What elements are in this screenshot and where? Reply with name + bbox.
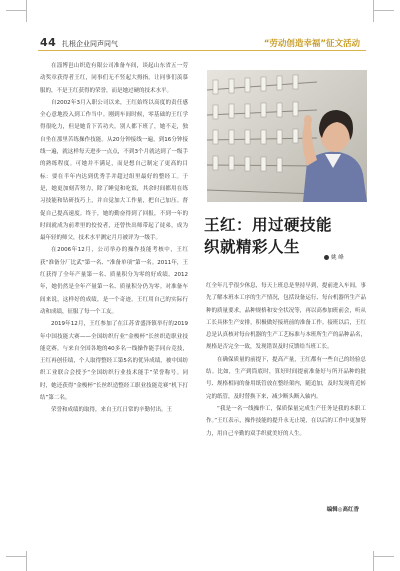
article-right-column [206,280,366,440]
page-header [0,0,400,58]
paragraph: 在确保质量的前提下，提高产量，王红都有一些自己的经验总结。比如，生产到筒底时，算好时间提前准备好与所开品种的批号、规格相同的备用纸管放在整经架内，随追加，及时发现将近转完的纸管，及时替换下来，减少断头断入轴内。 [206,356,366,400]
paragraph: 在2006年12月，公司举办的操作技能考核中，王红获“准备分厂比武”第一名、“准备单项”第一名。2011年，王红获得了全年产量第一名、质量积分为零的好成绩。2012年，她仍然是全年产量第一名、质量积分仍为零。对准备车间来说，这样好的成绩，是一个奇迹。王红用自己的实际行动和成绩，征服了每一个工友。 [40,247,188,315]
article-title-line: 王红：用过硬技能 [204,216,333,234]
crop-mark [26,551,27,571]
paragraph: “我是一名一线操作工，保质保量完成生产任务是我的本职工作。”王红表示，操作技能的提升永无止境，在以后的工作中更加努力，用自己辛勤的双手织就美好的人生。 [206,405,366,437]
paragraph: 自2002年3月入职公司以来，王红始终以高度的责任感全心意地投入到工作当中。刚到车间时候，零基础的王红学得很吃力，但是她肯下苦功夫。别人都下班了，她不走，独自坐在那里苦练操作技能。从20分钟接线一遍，到16分钟接线一遍，就这样每天进步一点点，不到3个月就达到了一级手的熟练程度。可她并不满足，而是想自己制定了更高的目标：要在半年内达到优秀手并超过组里最好的整经工。于是，她更加刻苦努力，除了睡觉和吃饭，其余时间都用在练习技能和钻研技巧上，并自觉加大工作量，把自己加压。督促自己提高速度。终于，她的勤奋得到了回报，不到一年的时间就成为前辈里的佼佼者，还曾快出师带起了徒弟，成为最年轻的师父，技术水平测定月月被评为一级手。 [40,99,188,242]
journal-name: 扎根企业同声同气 [62,40,118,48]
crop-mark [373,551,374,571]
paragraph: 红全年几乎很少休息，每天上班总是坚持早到，提前进入车间，事先了解本班本工序的生产情况，包括设备运行、每台机器所生产品种的质量要求，品种规格和安全状况等，再以高参加班前会，听从工长具体生产安排，积极做好接班前的准备工作。接班以后，王红总是认真核对每台机器的生产工艺标准与本班所生产的品种品名，规格是否完全一致，发现错误及时反馈给当班工长。 [206,283,366,351]
worker-photo [207,70,367,202]
header-rule [38,50,366,51]
crop-mark [6,556,26,557]
campaign-title: “劳动创造幸福”征文活动 [263,39,360,49]
worker-photo-icon [207,70,367,202]
paragraph: 在淄博岜山织造有限公司准备车间，谈起山东省五一劳动奖章获得者王红，同事们无不竖起大拇指。让同事们羡慕服的，不是王红获得的荣誉，而是她过硬的技术水平。 [40,63,188,94]
bullet-icon [324,255,329,260]
article-title [204,214,332,258]
author-byline [324,253,344,261]
editor-credit: 编辑◎高红香 [326,507,359,513]
paragraph: 2019年12月，王红参加了在江苏省盛泽镇举行的2019年中国技能大赛——全国纺织行业“金梭杯”长丝织造职业技能竞赛。与来自全国各地的40多名一线操作能手同台竞技，王红再创佳绩，个人取得整经工第5名的优异成绩，被中国纺织工业联合会授予“全国纺织行业技术能手”荣誉称号。同时，她还获得“金梭杯”长丝织造整经工职业技能竞赛“机下打结”第二名。 [40,321,188,402]
article-left-column [40,60,188,417]
author-name: 姚 峰 [331,255,344,261]
page-number: 44 [40,36,57,49]
article-title-line: 织就精彩人生 [204,238,301,256]
paragraph: 荣誉和成绩的取得，来自王红日常的辛勤付出。王 [51,407,173,414]
crop-mark [374,556,394,557]
